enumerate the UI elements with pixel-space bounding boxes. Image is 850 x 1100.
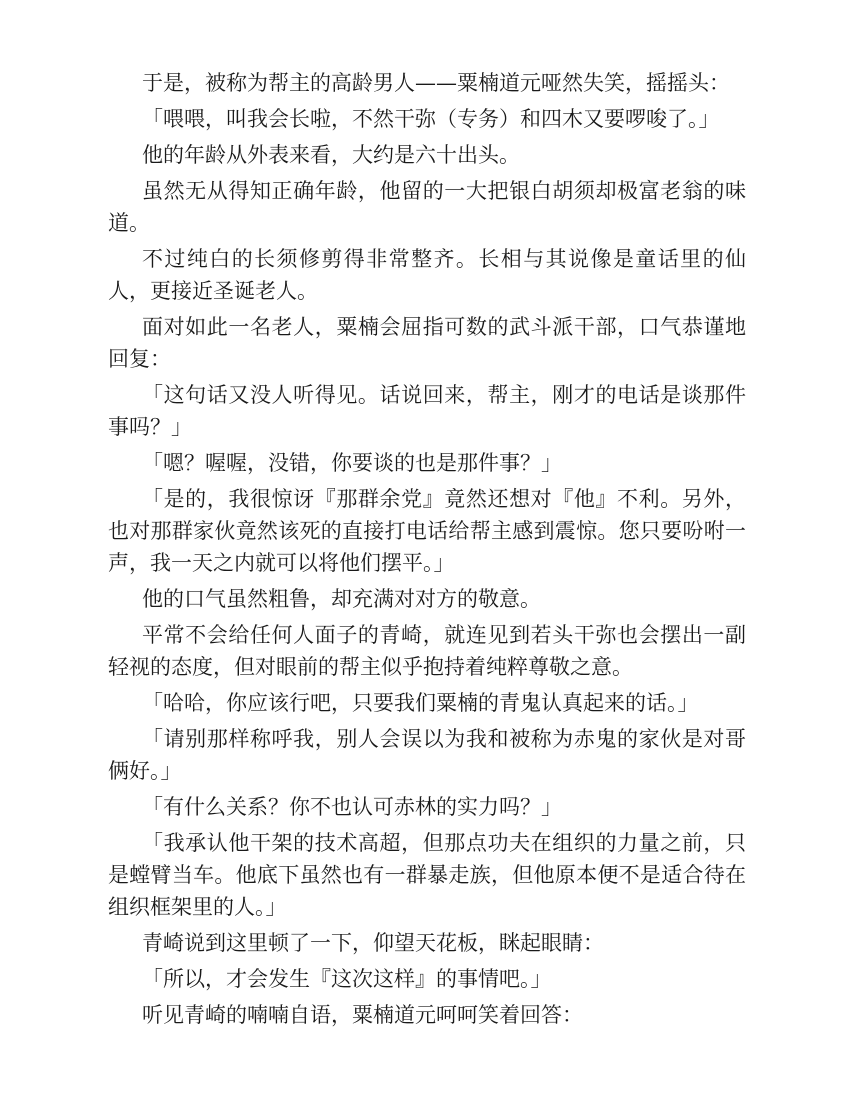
paragraph: 平常不会给任何人面子的青崎，就连见到若头干弥也会摆出一副轻视的态度，但对眼前的帮主似乎抱持着纯粹尊敬之意。 — [108, 623, 746, 679]
paragraph: 「请别那样称呼我，别人会误以为我和被称为赤鬼的家伙是对哥俩好。」 — [108, 727, 746, 783]
paragraph: 「这句话又没人听得见。话说回来，帮主，刚才的电话是谈那件事吗？」 — [108, 383, 746, 439]
paragraph: 面对如此一名老人，粟楠会屈指可数的武斗派干部，口气恭谨地回复： — [108, 315, 746, 371]
paragraph: 于是，被称为帮主的高龄男人——粟楠道元哑然失笑，摇摇头： — [142, 71, 730, 95]
paragraph: 他的口气虽然粗鲁，却充满对对方的敬意。 — [142, 587, 541, 611]
paragraph: 「我承认他干架的技术高超，但那点功夫在组织的力量之前，只是螳臂当车。他底下虽然也有一群暴走族，但他原本便不是适合待在组织框架里的人。」 — [108, 831, 746, 919]
paragraph: 「喂喂，叫我会长啦，不然干弥（专务）和四木又要啰唆了。」 — [142, 107, 720, 131]
paragraph: 虽然无从得知正确年龄，他留的一大把银白胡须却极富老翁的味道。 — [108, 179, 746, 235]
document-page — [108, 67, 746, 1035]
paragraph: 「哈哈，你应该行吧，只要我们粟楠的青鬼认真起来的话。」 — [142, 691, 699, 715]
paragraph: 青崎说到这里顿了一下，仰望天花板，眯起眼睛： — [142, 931, 604, 955]
paragraph: 听见青崎的喃喃自语，粟楠道元呵呵笑着回答： — [142, 1003, 583, 1027]
paragraph: 「是的，我很惊讶『那群余党』竟然还想对『他』不利。另外，也对那群家伙竟然该死的直接打电话给帮主感到震惊。您只要吩咐一声，我一天之内就可以将他们摆平。」 — [108, 487, 746, 575]
paragraph: 「嗯？喔喔，没错，你要谈的也是那件事？」 — [142, 451, 562, 475]
paragraph: 不过纯白的长须修剪得非常整齐。长相与其说像是童话里的仙人，更接近圣诞老人。 — [108, 247, 746, 303]
paragraph: 他的年龄从外表来看，大约是六十出头。 — [142, 143, 520, 167]
paragraph: 「所以，才会发生『这次这样』的事情吧。」 — [142, 967, 552, 991]
paragraph: 「有什么关系？你不也认可赤林的实力吗？」 — [142, 795, 562, 819]
